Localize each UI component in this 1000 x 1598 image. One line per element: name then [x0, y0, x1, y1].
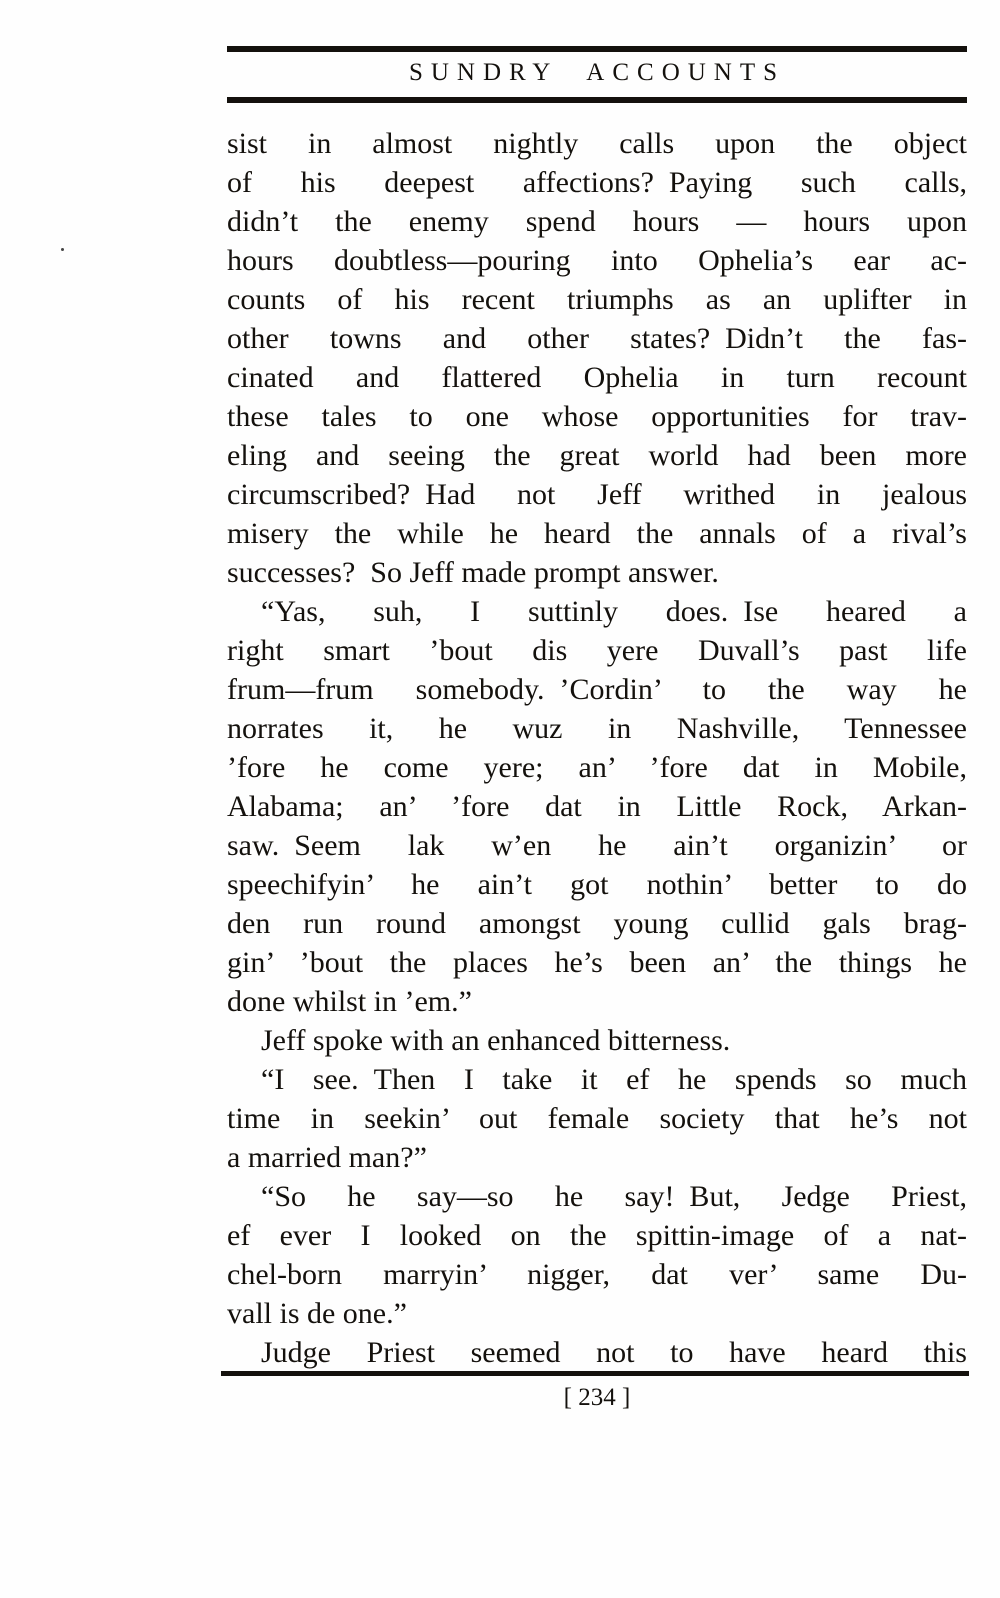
- text-line: a married man?”: [227, 1141, 427, 1174]
- text-line: Jeff spoke with an enhanced bitterness.: [261, 1024, 731, 1057]
- text-line: “Yas, suh, I suttinly does. Ise heared a: [261, 595, 967, 628]
- text-line: right smart ’bout dis yere Duvall’s past life: [227, 634, 967, 667]
- text-line: ef ever I looked on the spittin-image of a nat-: [227, 1219, 967, 1252]
- text-line: didn’t the enemy spend hours — hours upon: [227, 205, 967, 238]
- text-line: misery the while he heard the annals of a rival’s: [227, 517, 967, 550]
- text-line: vall is de one.”: [227, 1297, 407, 1330]
- text-line: time in seekin’ out female society that he’s not: [227, 1102, 967, 1135]
- scan-speck: [61, 248, 64, 251]
- running-header-title: SUNDRY ACCOUNTS: [408, 59, 786, 86]
- text-line: sist in almost nightly calls upon the object: [227, 127, 967, 160]
- text-line: speechifyin’ he ain’t got nothin’ better to do: [227, 868, 967, 901]
- text-line: done whilst in ’em.”: [227, 985, 472, 1018]
- header-rule-bottom: [227, 97, 967, 103]
- text-line: cinated and flattered Ophelia in turn recount: [227, 361, 967, 394]
- text-line: of his deepest affections? Paying such calls,: [227, 166, 967, 199]
- header-rule-top: [227, 46, 967, 52]
- text-line: ’fore he come yere; an’ ’fore dat in Mobile,: [227, 751, 967, 784]
- body-text: [227, 124, 967, 1372]
- text-line: “So he say—so he say! But, Jedge Priest,: [261, 1180, 967, 1213]
- text-line: counts of his recent triumphs as an uplifter in: [227, 283, 967, 316]
- page-number: [ 234 ]: [563, 1384, 631, 1411]
- text-line: Alabama; an’ ’fore dat in Little Rock, Arkan-: [227, 790, 967, 823]
- footer-rule: [221, 1371, 969, 1376]
- text-line: successes? So Jeff made prompt answer.: [227, 556, 719, 589]
- text-line: these tales to one whose opportunities for trav-: [227, 400, 967, 433]
- text-line: circumscribed? Had not Jeff writhed in jealous: [227, 478, 967, 511]
- text-line: saw. Seem lak w’en he ain’t organizin’ or: [227, 829, 967, 862]
- text-line: other towns and other states? Didn’t the fas-: [227, 322, 967, 355]
- text-line: eling and seeing the great world had been more: [227, 439, 967, 472]
- text-line: den run round amongst young cullid gals brag-: [227, 907, 967, 940]
- text-line: chel-born marryin’ nigger, dat ver’ same Du-: [227, 1258, 967, 1291]
- text-line: “I see. Then I take it ef he spends so much: [261, 1063, 967, 1096]
- text-line: hours doubtless—pouring into Ophelia’s ear ac-: [227, 244, 967, 277]
- text-line: norrates it, he wuz in Nashville, Tennessee: [227, 712, 967, 745]
- text-line: gin’ ’bout the places he’s been an’ the things he: [227, 946, 967, 979]
- text-line: Judge Priest seemed not to have heard this: [261, 1336, 967, 1369]
- text-line: frum—frum somebody. ’Cordin’ to the way he: [227, 673, 967, 706]
